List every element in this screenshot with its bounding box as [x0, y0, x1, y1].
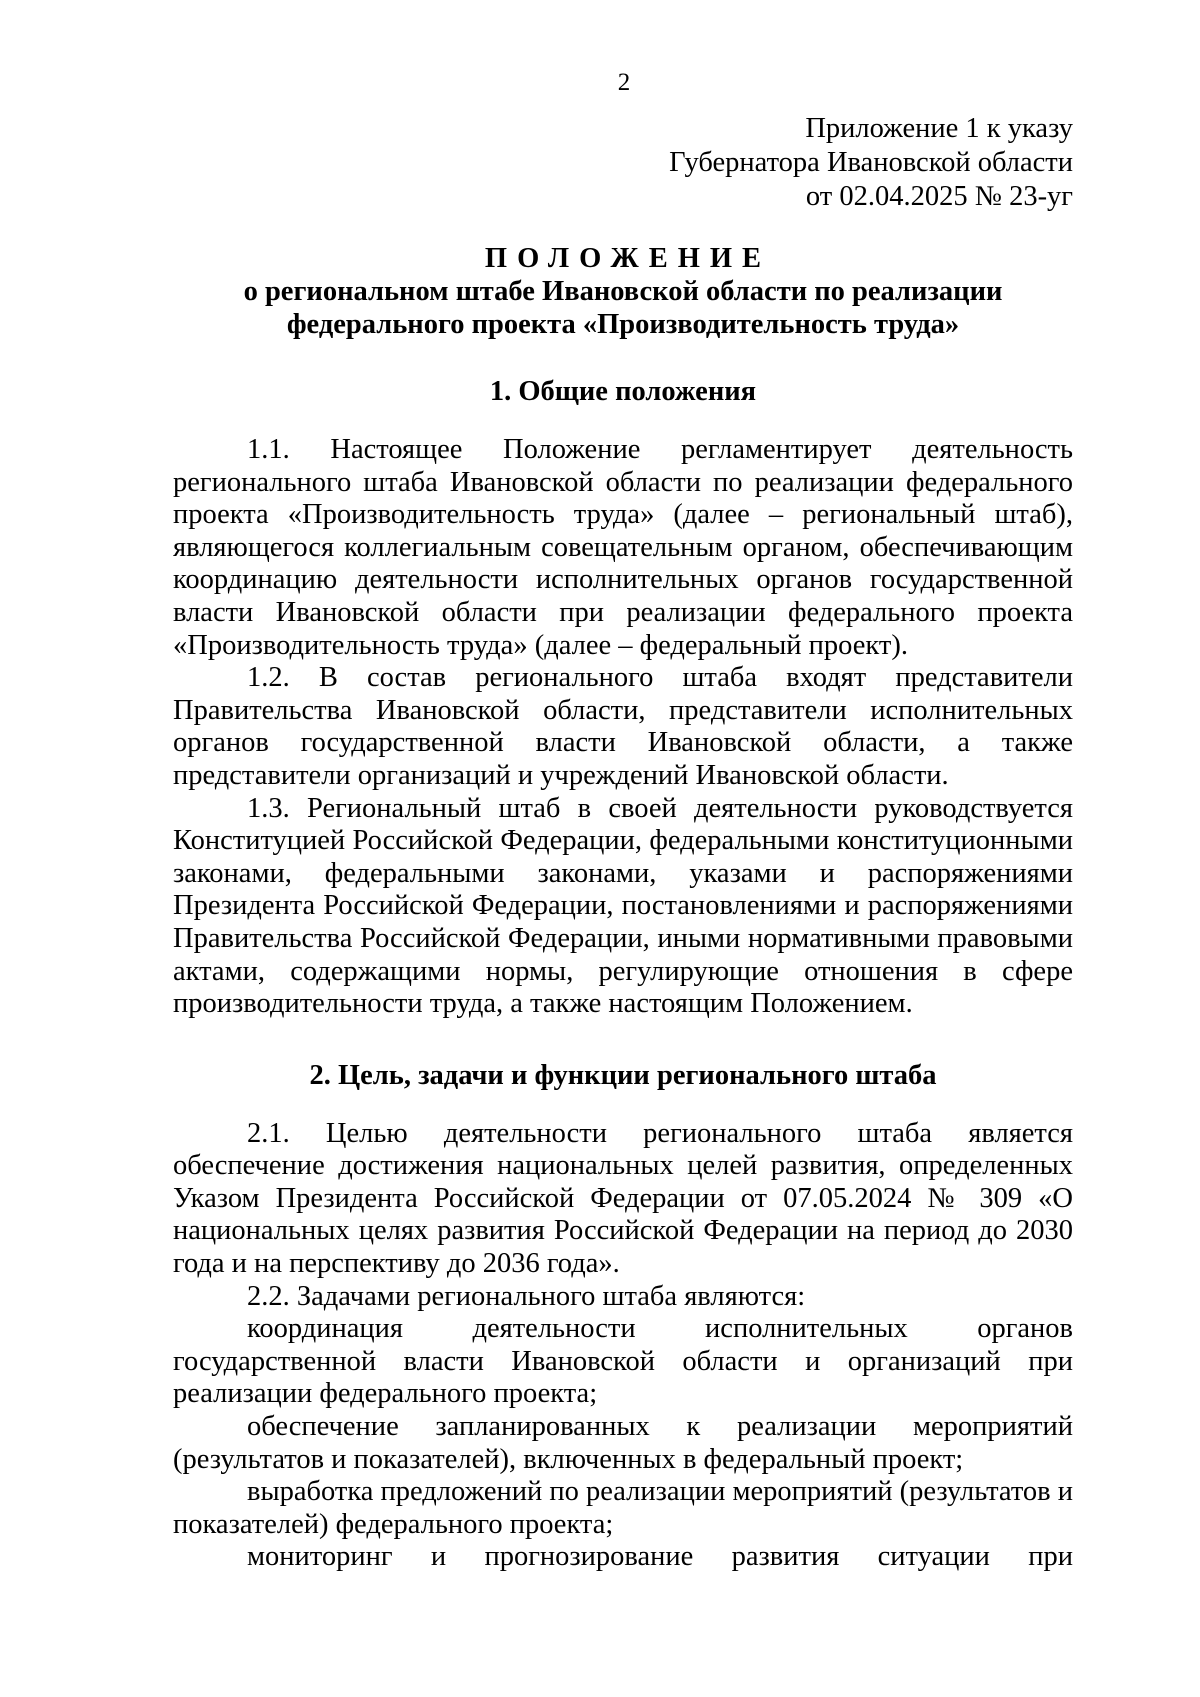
page-number: 2 [617, 69, 631, 96]
section-heading: 2. Цель, задачи и функции регионального штаба [309, 1059, 937, 1091]
title-heading: ПОЛОЖЕНИЕ [484, 243, 772, 274]
paragraph: 1.3. Региональный штаб в своей деятельности руководствуется Конституцией Российской Федерации, федеральными конституционными законами, федеральными законами, указами и распоряжениями Президента Российской Федерации, постановлениями и распоряжениями Правительства Российской Федерации, иными нормативными правовыми актами, содержащими нормы, регулирующие отношения в сфере производительности труда, а также настоящим Положением. [173, 792, 1073, 1020]
title-line: о региональном штабе Ивановской области по реализации [243, 276, 1003, 307]
paragraph: 1.2. В состав регионального штаба входят представители Правительства Ивановской области, представители исполнительных органов государственной власти Ивановской области, а также представители организаций и учреждений Ивановской области. [173, 662, 1073, 791]
paragraph: выработка предложений по реализации мероприятий (результатов и показателей) федерального проекта; [173, 1476, 1073, 1540]
paragraph: обеспечение запланированных к реализации мероприятий (результатов и показателей), включенных в федеральный проект; [173, 1411, 1073, 1475]
paragraph: координация деятельности исполнительных органов государственной власти Ивановской области и организаций при реализации федерального проекта; [173, 1313, 1073, 1410]
paragraph: мониторинг и прогнозирование развития ситуации при [247, 1541, 1073, 1573]
paragraph: 1.1. Настоящее Положение регламентирует деятельность регионального штаба Ивановской области по реализации федерального проекта «Производительность труда» (далее – региональный штаб), являющегося коллегиальным совещательным органом, обеспечивающим координацию деятельности исполнительных органов государственной власти Ивановской области при реализации федерального проекта «Производительность труда» (далее – федеральный проект). [173, 434, 1073, 661]
paragraph: 2.1. Целью деятельности регионального штаба является обеспечение достижения национальных целей развития, определенных Указом Президента Российской Федерации от 07.05.2024 № 309 «О национальных целях развития Российской Федерации на период до 2030 года и на перспективу до 2036 года». [173, 1117, 1073, 1280]
section-heading: 1. Общие положения [489, 376, 757, 407]
title-line: федерального проекта «Производительность труда» [286, 309, 960, 340]
appendix-line: Приложение 1 к указу [805, 113, 1073, 144]
appendix-line: от 02.04.2025 № 23-уг [805, 181, 1073, 212]
document-title [173, 242, 1073, 341]
paragraph: 2.2. Задачами регионального штаба являются: [247, 1280, 806, 1312]
appendix-reference [669, 112, 1073, 214]
document-body [173, 242, 1073, 1574]
appendix-line: Губернатора Ивановской области [669, 147, 1073, 178]
